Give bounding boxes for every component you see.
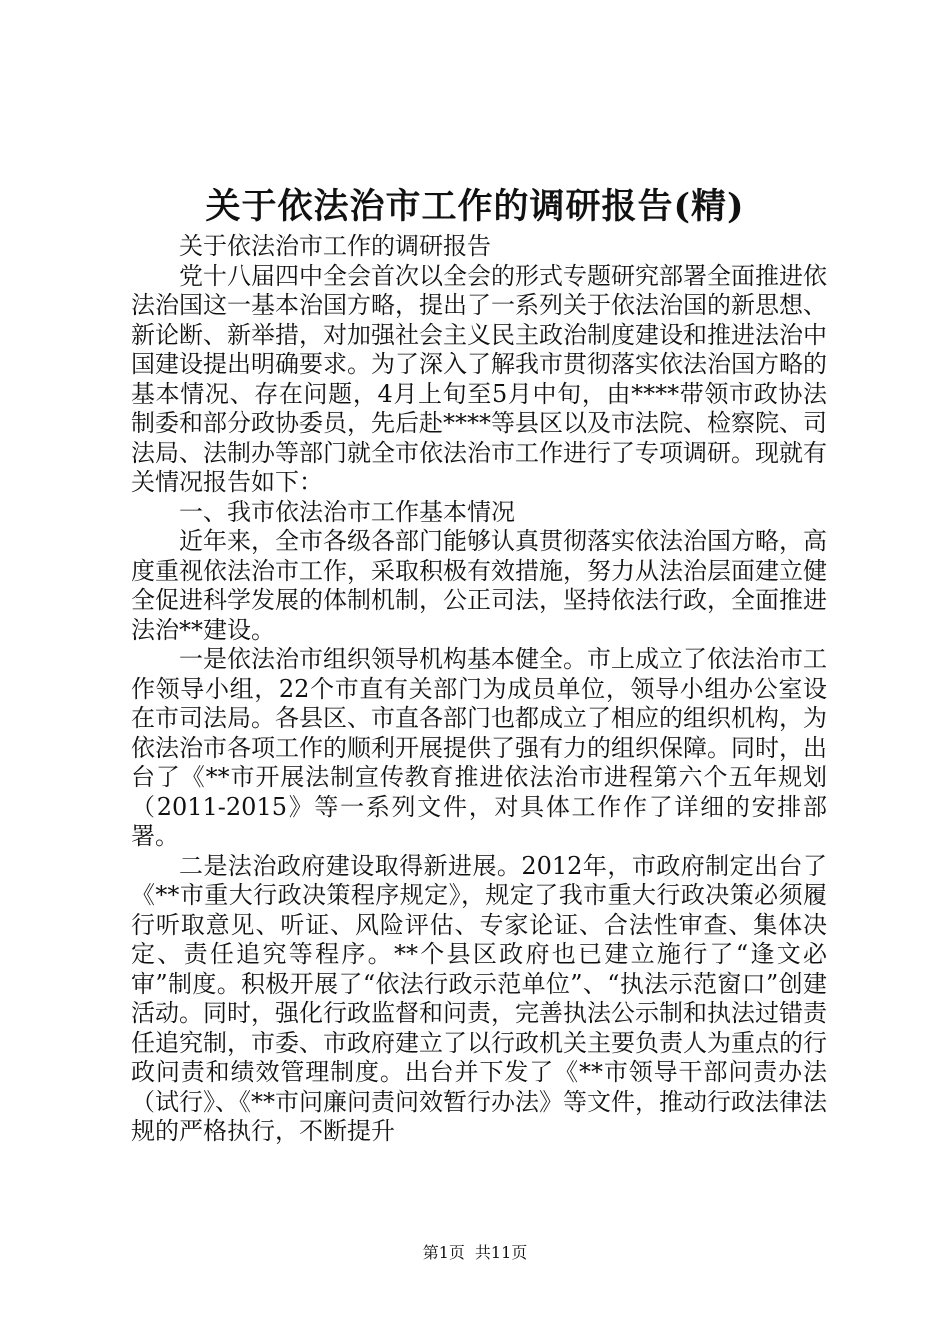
body-paragraph: 一是依法治市组织领导机构基本健全。市上成立了依法治市工作领导小组，22个市直有关部门为成员单位，领导小组办公室设在市司法局。各县区、市直各部门也都成立了相应的组织机构，为依法治市各项工作的顺利开展提供了强有力的组织保障。同时，出台了《**市开展法制宣传教育推进依法治市进程第六个五年规划（2011-2015》等一系列文件，对具体工作作了详细的安排部署。 [131, 645, 827, 850]
body-paragraph: 二是法治政府建设取得新进展。2012年，市政府制定出台了《**市重大行政决策程序规定》，规定了我市重大行政决策必须履行听取意见、听证、风险评估、专家论证、合法性审查、集体决定、责任追究等程序。**个县区政府也已建立施行了“逢文必审”制度。积极开展了“依法行政示范单位”、“执法示范窗口”创建活动。同时，强化行政监督和问责，完善执法公示制和执法过错责任追究制，市委、市政府建立了以行政机关主要负责人为重点的行政问责和绩效管理制度。出台并下发了《**市领导干部问责办法（试行》、《**市问廉问责问效暂行办法》等文件，推动行政法律法规的严格执行，不断提升 [131, 851, 827, 1145]
document-title: 关于依法治市工作的调研报告(精) [205, 186, 745, 227]
page-footer [0, 1243, 950, 1263]
document-body [131, 232, 827, 1147]
intro-paragraph: 党十八届四中全会首次以全会的形式专题研究部署全面推进依法治国这一基本治国方略，提出了一系列关于依法治国的新思想、新论断、新举措，对加强社会主义民主政治制度建设和推进法治中国建设提出明确要求。为了深入了解我市贯彻落实依法治国方略的基本情况、存在问题，4月上旬至5月中旬，由****带领市政协法制委和部分政协委员，先后赴****等县区以及市法院、检察院、司法局、法制办等部门就全市依法治市工作进行了专项调研。现就有关情况报告如下： [131, 261, 827, 496]
page-number: 第1页 [422, 1243, 465, 1262]
subtitle-paragraph: 关于依法治市工作的调研报告 [179, 232, 491, 260]
section-heading: 一、我市依法治市工作基本情况 [179, 497, 515, 526]
page-total: 共11页 [474, 1243, 528, 1262]
body-paragraph: 近年来，全市各级各部门能够认真贯彻落实依法治国方略，高度重视依法治市工作，采取积极有效措施，努力从法治层面建立健全促进科学发展的体制机制，公正司法，坚持依法行政，全面推进法治**建设。 [131, 527, 827, 644]
